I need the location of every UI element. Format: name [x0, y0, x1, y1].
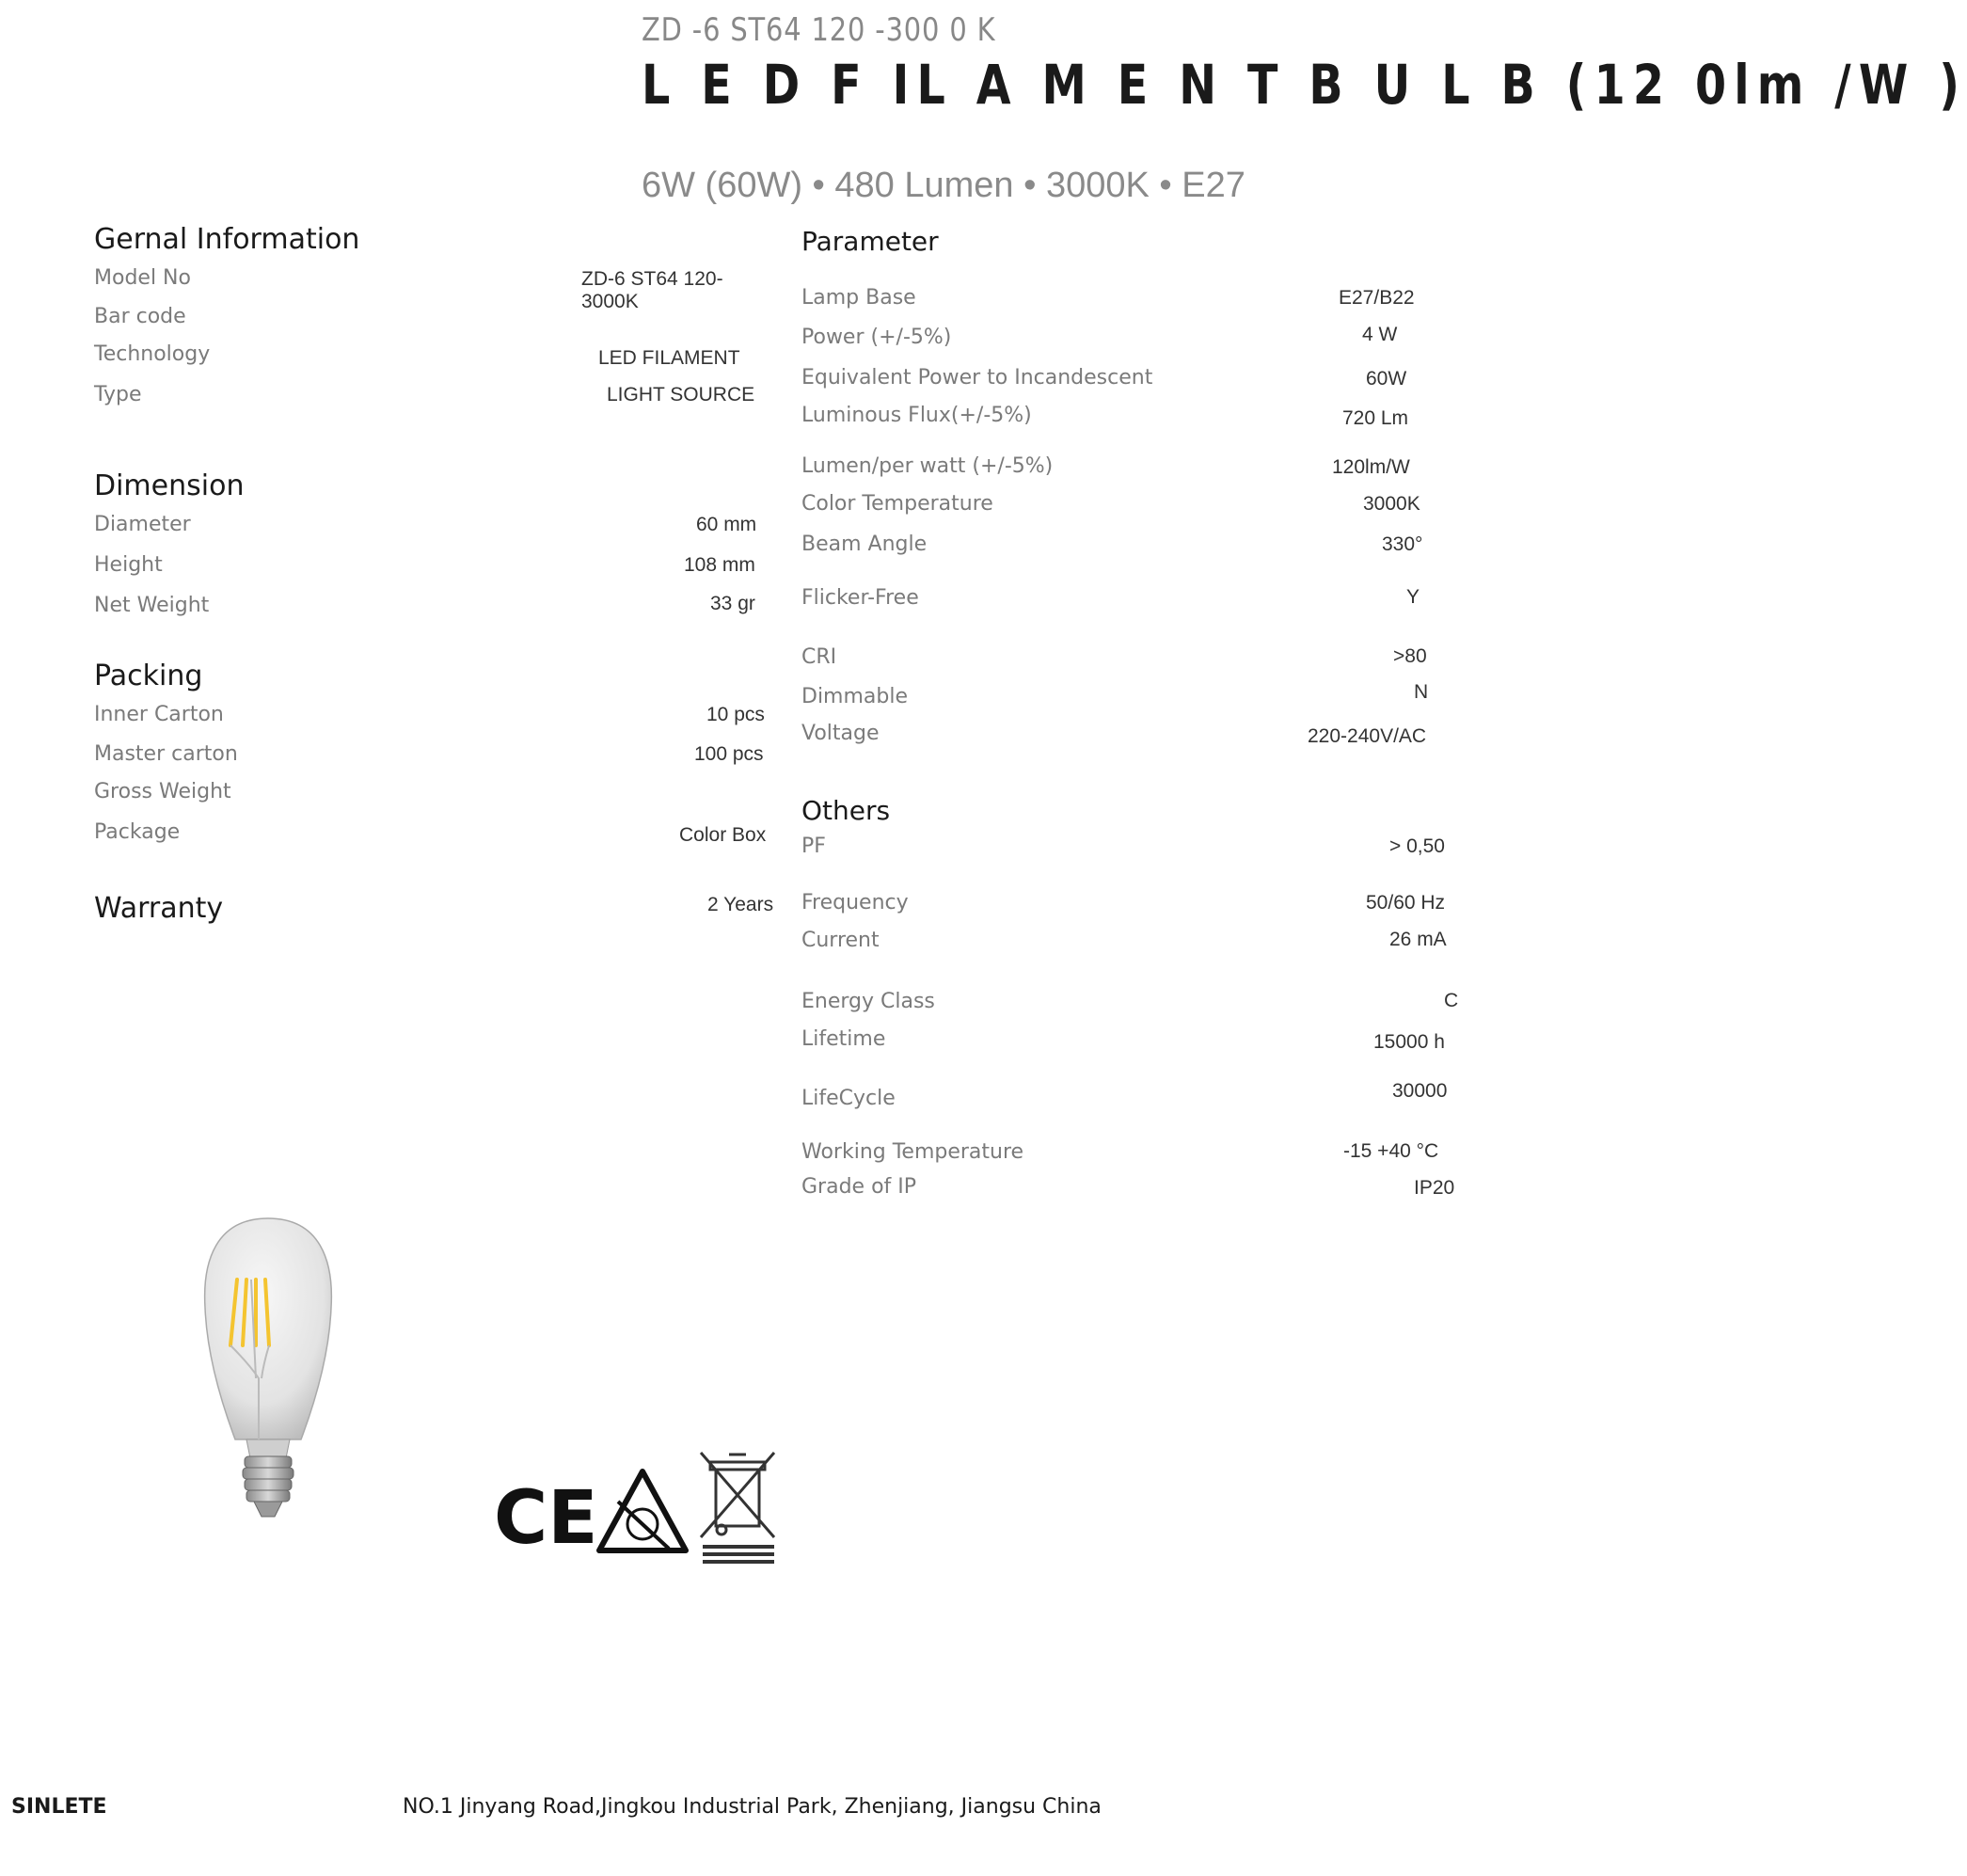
- warranty-heading: Warranty: [94, 892, 224, 925]
- current-value: 26 mA: [1389, 929, 1447, 950]
- type-label: Type: [94, 383, 142, 406]
- inner-carton-label: Inner Carton: [94, 703, 224, 726]
- height-label: Height: [94, 553, 163, 577]
- bar-code-label: Bar code: [94, 305, 186, 328]
- dimmable-value: N: [1414, 681, 1429, 703]
- power-value: 4 W: [1362, 324, 1398, 345]
- certification-marks: [494, 1449, 776, 1571]
- inner-carton-value: 10 pcs: [706, 704, 765, 725]
- no-flammable-surface-icon: [599, 1471, 686, 1550]
- lumen-per-watt-label: Lumen/per watt (+/-5%): [801, 454, 1054, 478]
- pf-value: > 0,50: [1389, 835, 1445, 857]
- cri-value: >80: [1393, 645, 1427, 667]
- model-code: ZD -6 ST64 120 -300 0 K: [642, 11, 996, 49]
- frequency-label: Frequency: [801, 891, 909, 914]
- footer-address: NO.1 Jinyang Road,Jingkou Industrial Park, Zhenjiang, Jiangsu China: [403, 1795, 1102, 1819]
- frequency-value: 50/60 Hz: [1366, 892, 1446, 914]
- packing-heading: Packing: [94, 660, 203, 692]
- power-label: Power (+/-5%): [801, 326, 952, 349]
- gross-weight-label: Gross Weight: [94, 780, 231, 803]
- lamp-base-value: E27/B22: [1339, 287, 1415, 309]
- net-weight-label: Net Weight: [94, 594, 210, 617]
- grade-of-ip-value: IP20: [1414, 1177, 1455, 1199]
- grade-of-ip-label: Grade of IP: [801, 1175, 917, 1199]
- type-value: LIGHT SOURCE: [607, 384, 755, 405]
- lumen-per-watt-value: 120lm/W: [1332, 456, 1410, 478]
- general-info-heading: Gernal Information: [94, 223, 360, 256]
- lamp-base-label: Lamp Base: [801, 286, 916, 310]
- warranty-value: 2 Years: [707, 894, 774, 915]
- package-value: Color Box: [679, 824, 767, 846]
- height-value: 108 mm: [684, 554, 755, 576]
- beam-angle-label: Beam Angle: [801, 533, 928, 556]
- dimmable-label: Dimmable: [801, 685, 909, 708]
- luminous-flux-value: 720 Lm: [1342, 407, 1409, 429]
- flicker-free-label: Flicker-Free: [801, 586, 919, 610]
- working-temperature-value: -15 +40 °C: [1343, 1140, 1439, 1162]
- net-weight-value: 33 gr: [710, 593, 755, 614]
- technology-value: LED FILAMENT: [598, 347, 740, 369]
- product-title: L E D F IL A M E N T B U L B (12 0lm /W ): [642, 53, 1967, 117]
- diameter-value: 60 mm: [696, 514, 757, 535]
- master-carton-value: 100 pcs: [694, 743, 764, 765]
- current-label: Current: [801, 929, 880, 952]
- lifecycle-value: 30000: [1392, 1080, 1448, 1102]
- beam-angle-value: 330°: [1382, 533, 1423, 555]
- flicker-free-value: Y: [1406, 586, 1420, 608]
- ce-mark-icon: CE: [494, 1476, 598, 1561]
- equivalent-power-value: 60W: [1366, 368, 1407, 390]
- weee-bin-icon: [701, 1453, 774, 1564]
- lifecycle-label: LifeCycle: [801, 1087, 896, 1110]
- voltage-label: Voltage: [801, 722, 880, 745]
- model-no-label: Model No: [94, 266, 191, 290]
- package-label: Package: [94, 820, 181, 844]
- lifetime-label: Lifetime: [801, 1027, 886, 1051]
- parameter-heading: Parameter: [801, 226, 939, 257]
- lifetime-value: 15000 h: [1373, 1031, 1445, 1053]
- energy-class-value: C: [1444, 990, 1459, 1011]
- footer-brand: SINLETE: [11, 1795, 107, 1819]
- others-heading: Others: [801, 795, 891, 826]
- bulb-image: [188, 1214, 348, 1524]
- cri-label: CRI: [801, 645, 837, 669]
- bulb-screw-base: [243, 1456, 293, 1502]
- master-carton-label: Master carton: [94, 742, 238, 766]
- pf-label: PF: [801, 835, 826, 858]
- color-temperature-label: Color Temperature: [801, 492, 993, 516]
- technology-label: Technology: [94, 342, 211, 366]
- color-temperature-value: 3000K: [1363, 493, 1420, 515]
- model-no-value: ZD-6 ST64 120- 3000K: [581, 268, 723, 312]
- energy-class-label: Energy Class: [801, 990, 935, 1013]
- product-subtitle: 6W (60W) • 480 Lumen • 3000K • E27: [642, 166, 1245, 205]
- diameter-label: Diameter: [94, 513, 191, 536]
- equivalent-power-label: Equivalent Power to Incandescent: [801, 366, 1153, 390]
- luminous-flux-label: Luminous Flux(+/-5%): [801, 404, 1032, 427]
- voltage-value: 220-240V/AC: [1308, 725, 1427, 747]
- working-temperature-label: Working Temperature: [801, 1140, 1024, 1164]
- dimension-heading: Dimension: [94, 469, 245, 502]
